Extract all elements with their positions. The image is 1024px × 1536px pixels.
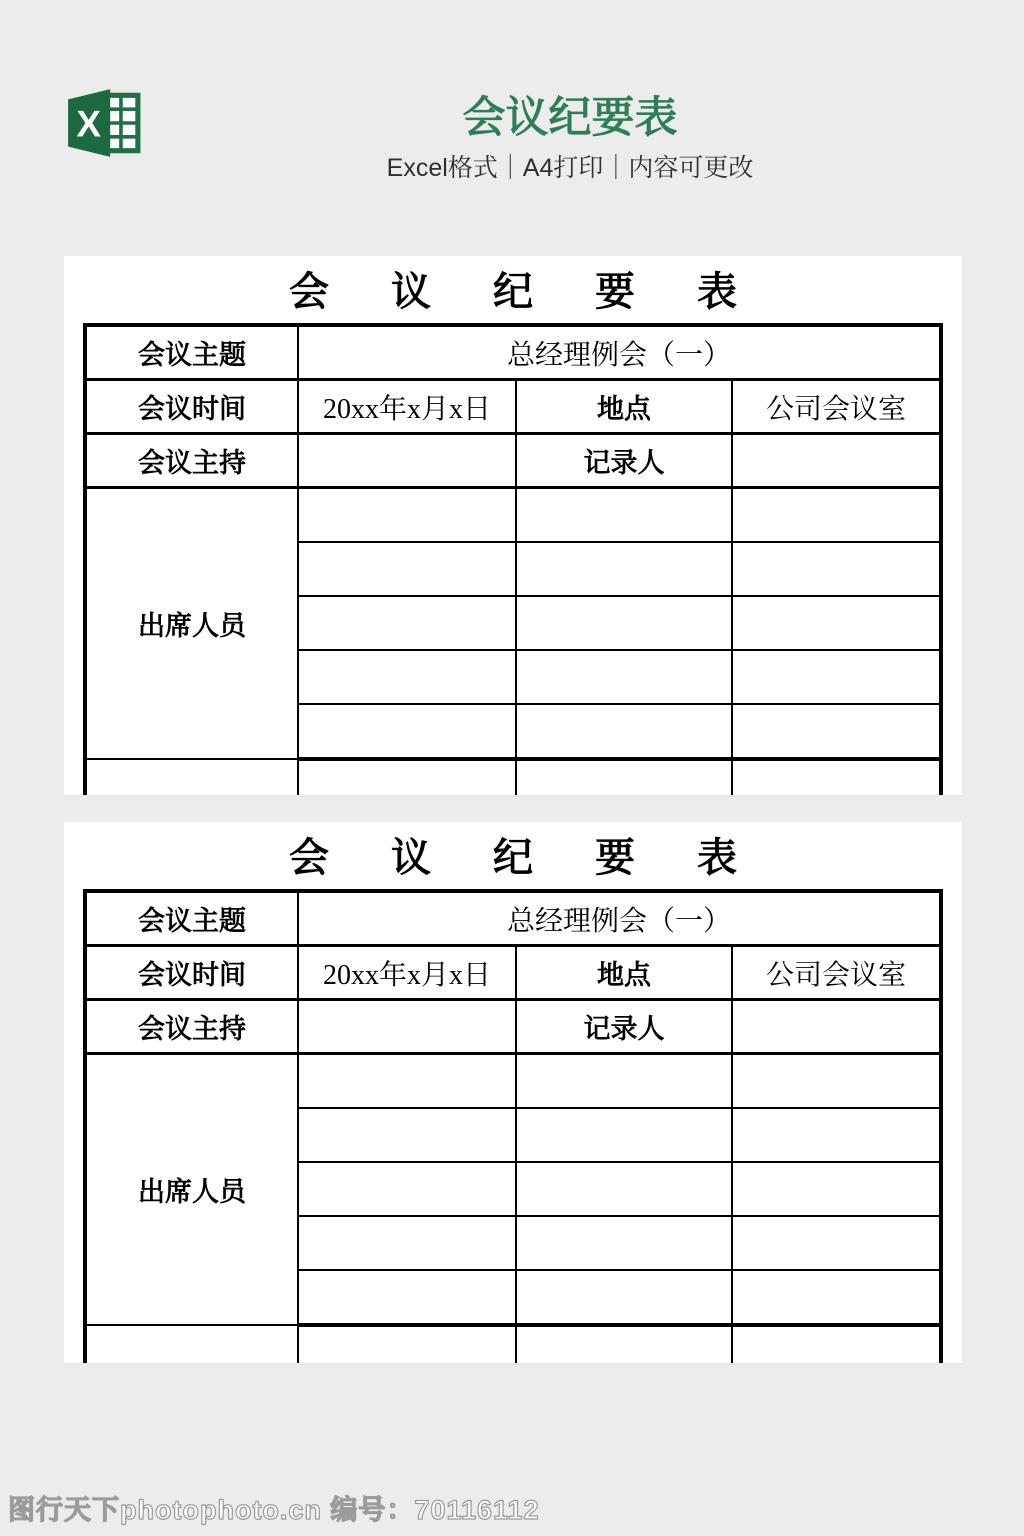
- empty-cell: [298, 1216, 516, 1270]
- recorder-label: 记录人: [516, 1000, 732, 1054]
- table-row-time-location: [85, 380, 941, 434]
- meeting-minutes-table: [83, 323, 943, 795]
- empty-cell: [516, 1325, 732, 1363]
- empty-cell: [516, 759, 732, 795]
- empty-cell: [516, 650, 732, 704]
- table-row-time-location: [85, 946, 941, 1000]
- attendees-label: 出席人员: [85, 1054, 298, 1326]
- empty-cell: [298, 1162, 516, 1216]
- empty-cell: [85, 1325, 298, 1363]
- watermark: 图行天下photophoto.cn 编号：70116112: [8, 1495, 540, 1525]
- empty-cell: [516, 1216, 732, 1270]
- topic-label: 会议主题: [85, 891, 298, 946]
- empty-cell: [298, 1270, 516, 1325]
- empty-cell: [732, 704, 941, 759]
- cutoff-row: [85, 1325, 941, 1363]
- empty-cell: [516, 1162, 732, 1216]
- cutoff-row: [85, 759, 941, 795]
- empty-cell: [732, 650, 941, 704]
- table-row-host-recorder: [85, 1000, 941, 1054]
- empty-cell: [516, 542, 732, 596]
- page-subtitle: Excel格式｜A4打印｜内容可更改: [386, 154, 754, 182]
- empty-cell: [732, 1270, 941, 1325]
- time-value: 20xx年x月x日: [298, 946, 516, 1000]
- table-row-topic: [85, 325, 941, 380]
- host-label: 会议主持: [85, 1000, 298, 1054]
- preview-card-top: [64, 256, 962, 795]
- attendees-row: [85, 1054, 941, 1109]
- page-title: 会议纪要表: [462, 94, 678, 142]
- attendees-row: [85, 488, 941, 543]
- time-value: 20xx年x月x日: [298, 380, 516, 434]
- empty-cell: [298, 542, 516, 596]
- empty-cell: [85, 759, 298, 795]
- time-label: 会议时间: [85, 946, 298, 1000]
- empty-cell: [732, 1108, 941, 1162]
- empty-cell: [516, 488, 732, 543]
- empty-cell: [298, 650, 516, 704]
- sheet-title: 会 议 纪 要 表: [289, 835, 763, 880]
- empty-cell: [298, 488, 516, 543]
- empty-cell: [732, 1325, 941, 1363]
- recorder-value-cell: [732, 434, 941, 488]
- topic-value: 总经理例会（一）: [298, 891, 941, 946]
- preview-card-bottom: [64, 822, 962, 1363]
- empty-cell: [298, 759, 516, 795]
- empty-cell: [298, 704, 516, 759]
- empty-cell: [298, 1054, 516, 1109]
- location-value: 公司会议室: [732, 380, 941, 434]
- time-label: 会议时间: [85, 380, 298, 434]
- empty-cell: [732, 542, 941, 596]
- empty-cell: [732, 1216, 941, 1270]
- host-value-cell: [298, 434, 516, 488]
- empty-cell: [516, 1270, 732, 1325]
- location-label: 地点: [516, 380, 732, 434]
- empty-cell: [732, 1162, 941, 1216]
- table-row-host-recorder: [85, 434, 941, 488]
- empty-cell: [516, 704, 732, 759]
- location-label: 地点: [516, 946, 732, 1000]
- empty-cell: [732, 488, 941, 543]
- topic-value: 总经理例会（一）: [298, 325, 941, 380]
- host-label: 会议主持: [85, 434, 298, 488]
- empty-cell: [516, 1054, 732, 1109]
- table-row-topic: [85, 891, 941, 946]
- empty-cell: [298, 1325, 516, 1363]
- host-value-cell: [298, 1000, 516, 1054]
- empty-cell: [298, 596, 516, 650]
- empty-cell: [732, 596, 941, 650]
- excel-x-letter: X: [76, 103, 101, 145]
- empty-cell: [298, 1108, 516, 1162]
- location-value: 公司会议室: [732, 946, 941, 1000]
- empty-cell: [516, 1108, 732, 1162]
- sheet-title: 会 议 纪 要 表: [289, 269, 763, 314]
- empty-cell: [516, 596, 732, 650]
- recorder-value-cell: [732, 1000, 941, 1054]
- topic-label: 会议主题: [85, 325, 298, 380]
- attendees-label: 出席人员: [85, 488, 298, 760]
- empty-cell: [732, 1054, 941, 1109]
- meeting-minutes-table: [83, 889, 943, 1363]
- empty-cell: [732, 759, 941, 795]
- recorder-label: 记录人: [516, 434, 732, 488]
